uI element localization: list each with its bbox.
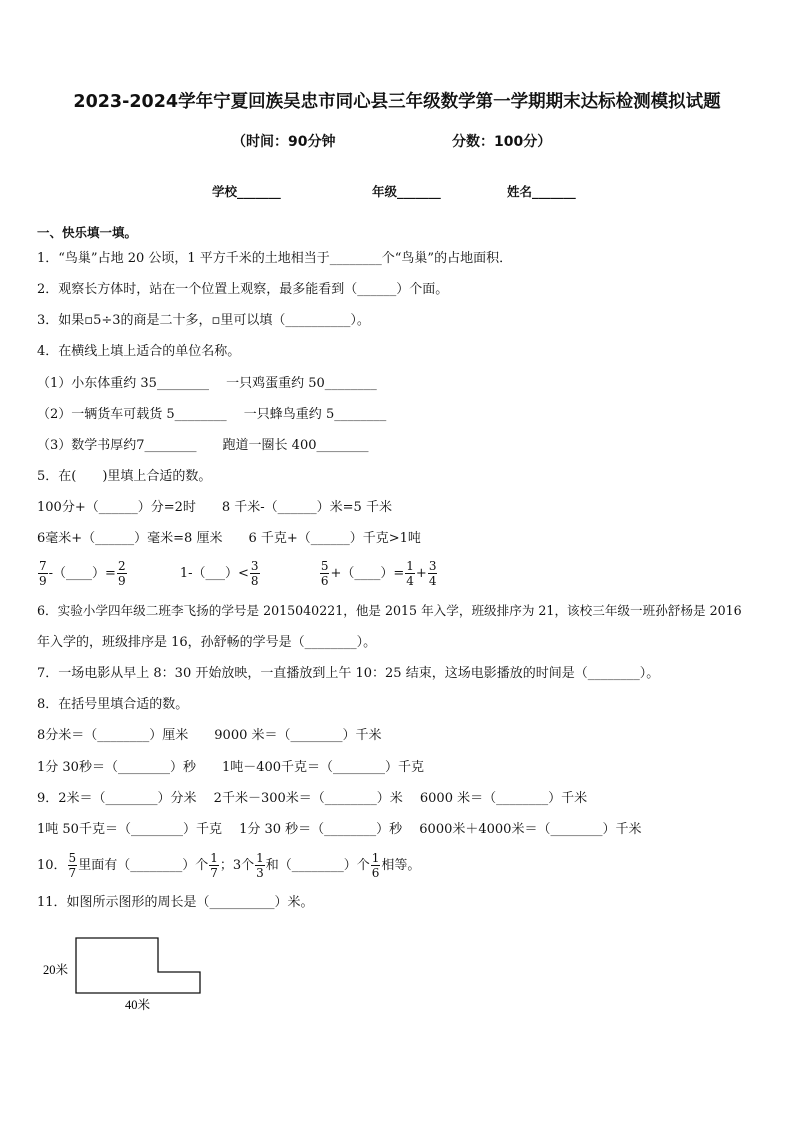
score-label: 分数：100分） bbox=[452, 134, 552, 150]
fraction: $\frac{5}{6}$ bbox=[320, 559, 329, 588]
fraction: $\frac{1}{3}$ bbox=[256, 851, 264, 880]
fraction: $\frac{3}{8}$ bbox=[250, 559, 259, 588]
page-title: 2023-2024学年宁夏回族吴忠市同心县三年级数学第一学期期末达标检测模拟试题 bbox=[73, 92, 721, 112]
section-heading: 一、快乐填一填。 bbox=[37, 225, 138, 240]
grade-field: 年级_______ bbox=[372, 184, 441, 199]
question-1: 1．“鸟巢”占地 20 公顷，1 平方千米的土地相当于________个“鸟巢”的占地面积． bbox=[37, 251, 513, 266]
question-5-row-1: 100分+（______）分=2时 8 千米-（______）米=5 千米 bbox=[37, 500, 392, 515]
question-7: 7．一场电影从早上 8：30 开始放映，一直播放到上午 10：25 结束，这场电影播放的时间是（________）。 bbox=[37, 666, 660, 681]
fraction: $\frac{2}{9}$ bbox=[117, 559, 126, 588]
question-11: 11．如图所示图形的周长是（__________）米。 bbox=[37, 895, 314, 910]
height-label: 20米 bbox=[43, 963, 69, 977]
fraction: $\frac{7}{9}$ bbox=[39, 559, 47, 588]
time-label: （时间：90分钟 bbox=[232, 134, 336, 150]
question-8-row-1: 8分米＝（________）厘米 9000 米＝（________）千米 bbox=[37, 728, 382, 743]
question-5: 5．在( )里填上合适的数。 bbox=[37, 469, 212, 484]
question-6-line-1: 6．实验小学四年级二班李飞扬的学号是 2015040221，他是 2015 年入学，班级排序为 21，该校三年级一班孙舒杨是 2016 bbox=[37, 603, 742, 618]
question-10: 10． $\frac{5}{7}$ 里面有（________）个 $\frac{1}{7}$ ；3个 $\frac{1}{3}$ 和（________）个 $\frac{1}{6}$ 相等。 bbox=[37, 851, 421, 880]
stepped-shape-diagram bbox=[40, 932, 220, 1022]
fraction: $\frac{1}{4}$ bbox=[406, 559, 414, 588]
fraction: $\frac{1}{7}$ bbox=[210, 851, 218, 880]
perimeter-figure bbox=[40, 932, 220, 1022]
question-2: 2．观察长方体时，站在一个位置上观察，最多能看到（______）个面。 bbox=[37, 282, 449, 297]
fraction: $\frac{1}{6}$ bbox=[371, 851, 380, 880]
question-8-row-2: 1分 30秒＝（________）秒 1吨－400千克＝（________）千克 bbox=[37, 760, 425, 775]
question-8: 8．在括号里填合适的数。 bbox=[37, 697, 189, 712]
name-field: 姓名_______ bbox=[507, 184, 576, 199]
question-9-row-2: 1吨 50千克＝（________）千克 1分 30 秒＝（________）秒 6000米＋4000米＝（________）千米 bbox=[37, 822, 642, 837]
school-field: 学校_______ bbox=[212, 184, 281, 199]
question-9-row-1: 9．2米＝（________）分米 2千米－300米＝（________）米 6000 米＝（________）千米 bbox=[37, 791, 588, 806]
fraction: $\frac{3}{4}$ bbox=[428, 559, 437, 588]
width-label: 40米 bbox=[125, 998, 151, 1012]
question-4-part-2: （2）一辆货车可载货 5________ 一只蜂鸟重约 5________ bbox=[37, 407, 387, 422]
question-4-part-3: （3）数学书厚约7________ 跑道一圈长 400________ bbox=[37, 438, 369, 453]
question-6-line-2: 年入学的，班级排序是 16，孙舒畅的学号是（________）。 bbox=[37, 635, 377, 650]
question-4-part-1: （1）小东体重约 35________ 一只鸡蛋重约 50________ bbox=[37, 376, 377, 391]
question-3: 3．如果▫5÷3的商是二十多，▫里可以填（__________）。 bbox=[37, 313, 370, 328]
question-5-row-3: $\frac{7}{9}$ -（____）= $\frac{2}{9}$ 1-（___）< $\frac{3}{8}$ $\frac{5}{6}$ +（____）= $\frac{1}{4}$ + $\frac{3}{4}$ bbox=[39, 559, 437, 588]
question-5-row-2: 6毫米+（______）毫米=8 厘米 6 千克+（______）千克>1吨 bbox=[37, 531, 421, 546]
fraction: $\frac{5}{7}$ bbox=[68, 851, 77, 880]
stepped-shape-outline bbox=[76, 938, 200, 993]
question-4: 4．在横线上填上适合的单位名称。 bbox=[37, 344, 241, 359]
